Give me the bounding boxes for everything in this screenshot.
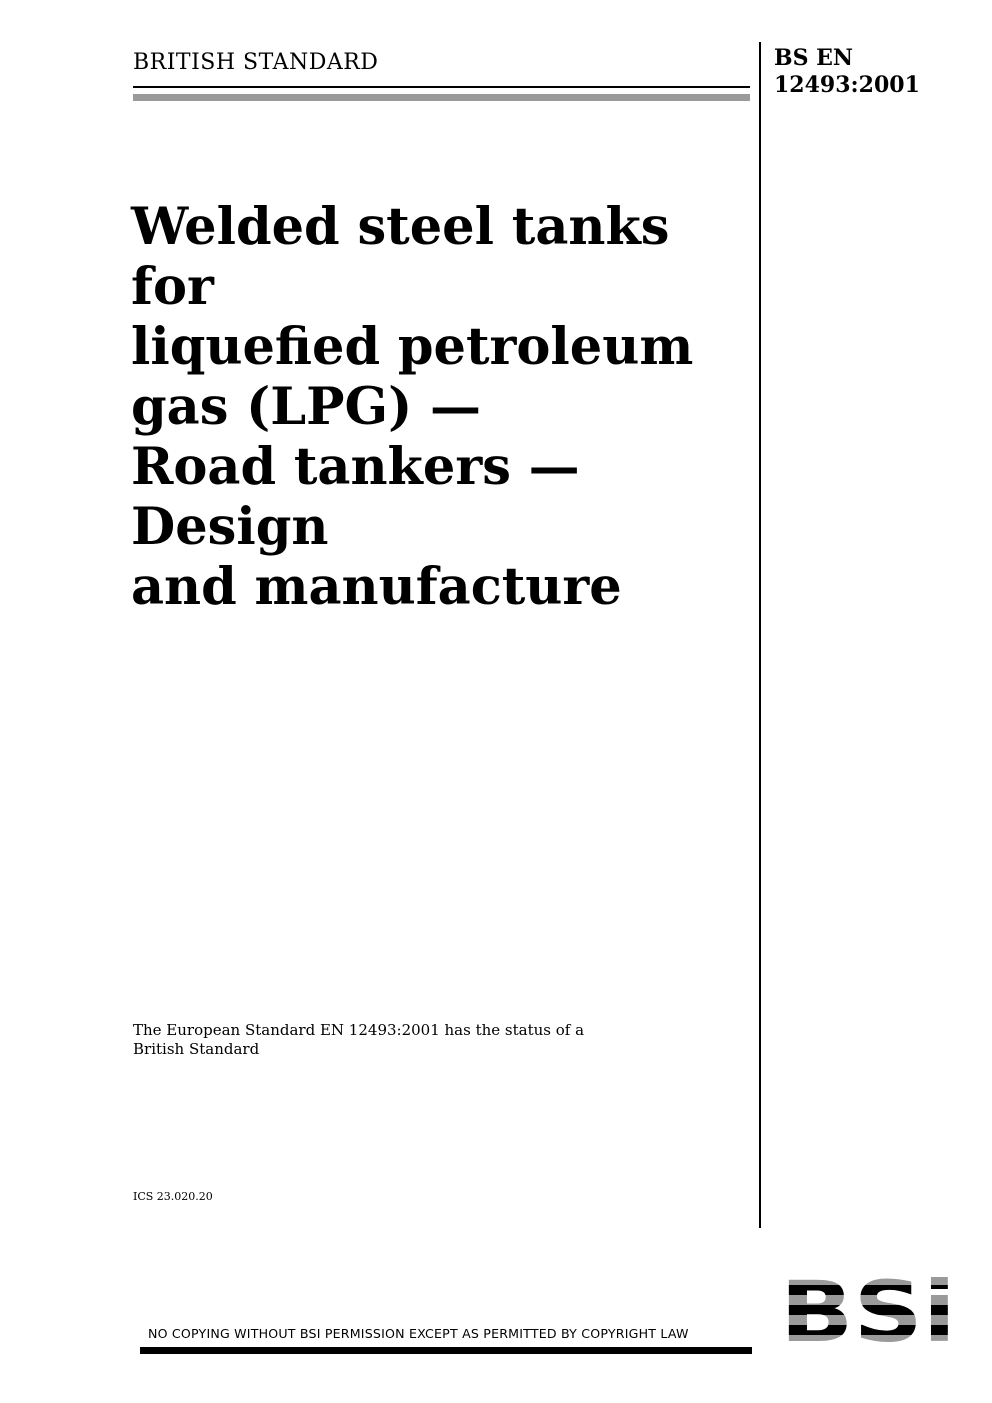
title-line: Welded steel tanks for [131, 197, 670, 317]
status-note-line: The European Standard EN 12493:2001 has the status of a [133, 1021, 585, 1039]
title-line: Road tankers — Design [131, 437, 580, 557]
title-line: and manufacture [131, 557, 622, 617]
ics-code: ICS 23.020.20 [133, 1190, 213, 1203]
header-rule-thick [133, 94, 750, 101]
standard-number [774, 45, 974, 99]
title-line: gas (LPG) — [131, 377, 481, 437]
document-type-label: BRITISH STANDARD [133, 50, 379, 75]
status-note [133, 1021, 653, 1059]
title-line: liquefied petroleum [131, 317, 694, 377]
document-title [131, 197, 751, 617]
standard-number-line2: 12493:2001 [774, 72, 920, 98]
footer-rule [140, 1347, 752, 1354]
header-rule-thin [133, 86, 750, 88]
side-vertical-rule [759, 42, 761, 1228]
status-note-line: British Standard [133, 1040, 260, 1058]
bsi-logo-graphic [780, 1275, 956, 1355]
bsi-logo [780, 1275, 956, 1355]
standard-number-line1: BS EN [774, 45, 854, 71]
copyright-notice: NO COPYING WITHOUT BSI PERMISSION EXCEPT AS PERMITTED BY COPYRIGHT LAW [148, 1326, 689, 1341]
